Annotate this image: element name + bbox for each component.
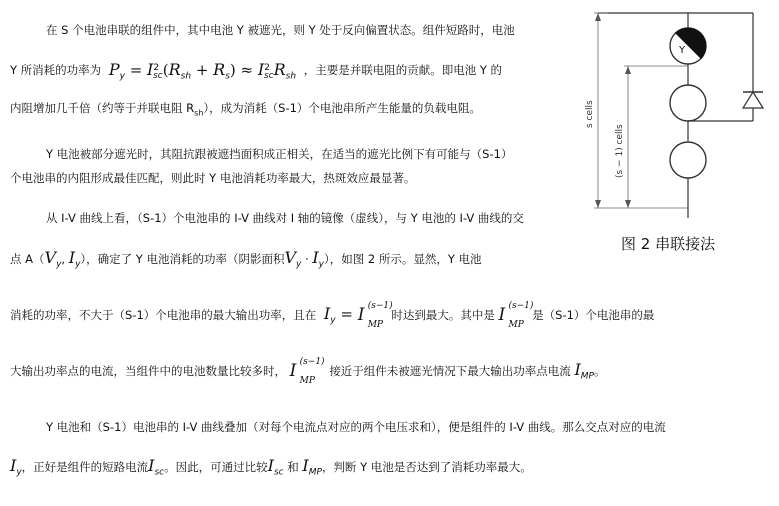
bypass-diode-icon	[743, 92, 763, 108]
para1-line3: 内阻增加几千倍（约等于并联电阻 $R_{sh}$），成为消耗（S-1）个电池串所产生能量的负载电阻。	[10, 101, 481, 118]
cell-2	[670, 85, 706, 121]
s-minus-1-cells-label: (s − 1) cells	[615, 124, 625, 178]
cell-3	[670, 142, 706, 178]
para1-line1: 在 S 个电池串联的组件中，其中电池 Y 被遮光，则 Y 处于反向偏置状态。组件短路时，电池	[46, 23, 515, 37]
figure-caption: 图 2 串联接法	[621, 235, 716, 253]
para3-line3: 消耗的功率，不大于（S-1）个电池串的最大输出功率，且在 $I_y = I$ (s−1) MP 时达到最大。其中是 I (s−1) MP 是（S-1）个电池串的最	[10, 301, 655, 330]
para3-line1: 从 I-V 曲线上看，（S-1）个电池串的 I-V 曲线对 I 轴的镜像（虚线），与 Y 电池的 I-V 曲线的交	[46, 211, 524, 225]
s-cells-label: s cells	[585, 100, 595, 128]
series-connection-diagram	[578, 8, 773, 223]
para2-line2: 个电池串的内阻形成最佳匹配，则此时 Y 电池消耗功率最大，热斑效应最显著。	[10, 171, 416, 185]
para4-line2: $I_y$，正好是组件的短路电流$I_{sc}$。因此，可通过比较$I_{sc}$ 和 $I_{MP}$，判断 Y 电池是否达到了消耗功率最大。	[10, 456, 532, 478]
para3-line2: 点 $A(V_y$, $I_y$），确定了 Y 电池消耗的功率（阴影面积$V_y \cdot I_y$），如图 2 所示。显然，Y 电池	[10, 248, 482, 270]
power-formula: $P_y = I^2_{sc}(R_{sh} + R_s) \approx I^2_{sc}R_{sh}$	[108, 60, 297, 82]
para2-line1: Y 电池被部分遮光时，其阻抗跟被遮挡面积成正相关，在适当的遮光比例下有可能与（S-1）	[46, 147, 513, 161]
cell-y-label: Y	[679, 45, 686, 56]
para1-line2: Y 所消耗的功率为 $P_y = I^2_{sc}(R_{sh} + R_s) \approx I^2_{sc}R_{sh}$ ，主要是并联电阻的贡献。即电池 Y 的	[10, 60, 503, 82]
para4-line1: Y 电池和（S-1）电池串的 I-V 曲线叠加（对每个电流点对应的两个电压求和），便是组件的 I-V 曲线。那么交点对应的电流	[46, 420, 666, 434]
para3-line4: 大输出功率点的电流，当组件中的电池数量比较多时， I (s−1) MP 接近于组件未被遮光情况下最大输出功率点电流 $I_{MP}$。	[10, 357, 606, 386]
